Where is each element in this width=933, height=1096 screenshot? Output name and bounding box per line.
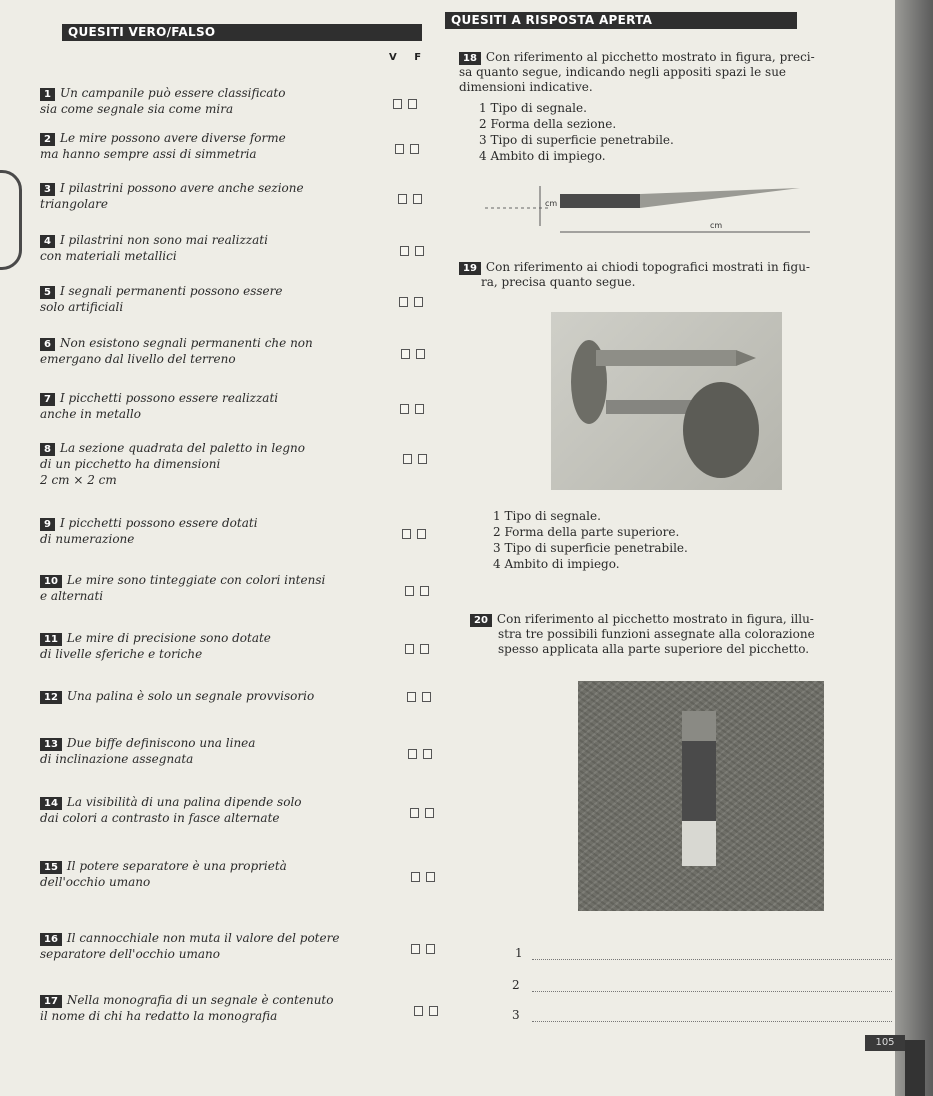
question-number: 1 <box>40 88 55 101</box>
binder-ring <box>0 170 22 270</box>
true-checkbox[interactable] <box>405 586 414 596</box>
binder-rod <box>905 1040 925 1096</box>
q19-item-1: 1 Tipo di segnale. <box>493 509 601 523</box>
tf-question-15 <box>40 858 360 890</box>
tf-question-7-line-2: anche in metallo <box>40 407 141 421</box>
tf-question-8-line-2: di un picchetto ha dimensioni <box>40 457 221 471</box>
tf-question-9-line-1 <box>40 515 360 531</box>
vf-column-labels: V F <box>389 52 422 63</box>
tf-question-4-line-2: con materiali metallici <box>40 249 177 263</box>
tf-question-5 <box>40 283 360 315</box>
unit-label-2: cm <box>710 221 723 230</box>
tf-question-13 <box>40 735 360 767</box>
question-number: 16 <box>40 933 62 946</box>
tf-question-11-line-1 <box>40 630 360 646</box>
tf-answer-boxes-2 <box>395 144 419 154</box>
question-19 <box>459 260 899 290</box>
q18-item-4: 4 Ambito di impiego. <box>479 149 606 163</box>
tf-question-17-line-2: il nome di chi ha redatto la monografia <box>40 1009 278 1023</box>
tf-question-8-line-1 <box>40 440 360 456</box>
question-20-line-1: Con riferimento al picchetto mostrato in figura, illu- <box>496 612 814 626</box>
tf-question-2-line-2: ma hanno sempre assi di simmetria <box>40 147 257 161</box>
question-number: 10 <box>40 575 62 588</box>
true-checkbox[interactable] <box>399 297 408 307</box>
stake-white-base <box>682 821 716 866</box>
tf-answer-boxes-5 <box>399 297 423 307</box>
true-checkbox[interactable] <box>400 404 409 414</box>
tf-question-8-line-3: 2 cm × 2 cm <box>40 473 117 487</box>
tf-question-15-line-1 <box>40 858 360 874</box>
tf-answer-boxes-16 <box>411 944 435 954</box>
question-number: 15 <box>40 861 62 874</box>
tf-question-11-line-2: di livelle sferiche e toriche <box>40 647 203 661</box>
unit-label-1: cm <box>545 199 558 208</box>
header-true-false: QUESITI VERO/FALSO <box>62 24 422 41</box>
answer-line-1[interactable] <box>532 958 892 960</box>
question-text: La visibilità di una palina dipende solo <box>66 795 302 809</box>
question-text: Due biffe definiscono una linea <box>66 736 256 750</box>
tf-question-1-line-1 <box>40 85 360 101</box>
question-number: 20 <box>470 614 492 627</box>
question-19-line-2: ra, precisa quanto segue. <box>481 275 636 289</box>
answer-number-1: 1 <box>515 946 523 960</box>
stake-dark-section <box>560 194 640 208</box>
tf-answer-boxes-7 <box>400 404 424 414</box>
question-number: 18 <box>459 52 481 65</box>
tf-answer-boxes-11 <box>405 644 429 654</box>
page-edge-shadow <box>895 0 933 1096</box>
nail-head-2 <box>683 382 759 478</box>
false-checkbox[interactable] <box>410 144 419 154</box>
false-checkbox[interactable] <box>415 404 424 414</box>
question-18-line-1: Con riferimento al picchetto mostrato in figura, preci- <box>485 50 815 64</box>
true-checkbox[interactable] <box>393 99 402 109</box>
nail-tip-1 <box>736 350 756 366</box>
tf-question-14-line-2: dai colori a contrasto in fasce alternate <box>40 811 280 825</box>
question-text: Le mire di precisione sono dotate <box>66 631 271 645</box>
question-20-line-3: spesso applicata alla parte superiore del picchetto. <box>498 642 810 656</box>
answer-number-3: 3 <box>512 1008 520 1022</box>
question-text: Nella monografia di un segnale è contenuto <box>66 993 334 1007</box>
tf-question-8 <box>40 440 360 488</box>
tf-question-6-line-2: emergano dal livello del terreno <box>40 352 236 366</box>
nail-shaft-1 <box>596 350 736 366</box>
tf-answer-boxes-10 <box>405 586 429 596</box>
false-checkbox[interactable] <box>416 349 425 359</box>
question-text: I pilastrini possono avere anche sezione <box>59 181 304 195</box>
question-number: 3 <box>40 183 55 196</box>
tf-question-12 <box>40 688 360 704</box>
tf-question-15-line-2: dell'occhio umano <box>40 875 151 889</box>
question-text: Il potere separatore è una proprietà <box>66 859 287 873</box>
true-checkbox[interactable] <box>400 246 409 256</box>
q18-item-3: 3 Tipo di superficie penetrabile. <box>479 133 674 147</box>
false-checkbox[interactable] <box>423 749 432 759</box>
stake-tip <box>640 188 800 208</box>
false-checkbox[interactable] <box>426 944 435 954</box>
true-checkbox[interactable] <box>395 144 404 154</box>
question-18-line-3: dimensioni indicative. <box>459 80 593 94</box>
question-18-line-2: sa quanto segue, indicando negli appositi spazi le sue <box>459 65 787 79</box>
question-number: 12 <box>40 691 62 704</box>
q19-item-4: 4 Ambito di impiego. <box>493 557 620 571</box>
tf-question-2-line-1 <box>40 130 360 146</box>
question-text: La sezione quadrata del paletto in legno <box>59 441 305 455</box>
tf-question-5-line-1 <box>40 283 360 299</box>
tf-answer-boxes-4 <box>400 246 424 256</box>
question-text: I segnali permanenti possono essere <box>59 284 283 298</box>
q19-item-3: 3 Tipo di superficie penetrabile. <box>493 541 688 555</box>
true-checkbox[interactable] <box>408 749 417 759</box>
false-checkbox[interactable] <box>425 808 434 818</box>
true-checkbox[interactable] <box>403 454 412 464</box>
false-checkbox[interactable] <box>420 644 429 654</box>
stake-top-band <box>682 711 716 741</box>
question-number: 6 <box>40 338 55 351</box>
q18-item-2: 2 Forma della sezione. <box>479 117 617 131</box>
tf-answer-boxes-14 <box>410 808 434 818</box>
question-text: Le mire sono tinteggiate con colori intensi <box>66 573 326 587</box>
question-18-items <box>479 100 674 164</box>
tf-answer-boxes-17 <box>414 1006 438 1016</box>
tf-question-5-line-2: solo artificiali <box>40 300 124 314</box>
true-checkbox[interactable] <box>410 808 419 818</box>
nails-photo <box>551 312 782 490</box>
true-checkbox[interactable] <box>411 872 420 882</box>
tf-question-3-line-1 <box>40 180 360 196</box>
tf-question-14 <box>40 794 360 826</box>
question-number: 7 <box>40 393 55 406</box>
tf-answer-boxes-6 <box>401 349 425 359</box>
tf-question-17-line-1 <box>40 992 360 1008</box>
tf-question-10 <box>40 572 360 604</box>
tf-question-9-line-2: di numerazione <box>40 532 135 546</box>
question-text: I pilastrini non sono mai realizzati <box>59 233 268 247</box>
tf-question-10-line-2: e alternati <box>40 589 104 603</box>
question-18 <box>459 50 899 95</box>
true-checkbox[interactable] <box>402 529 411 539</box>
question-20-line-2: stra tre possibili funzioni assegnate alla colorazione <box>498 627 815 641</box>
tf-question-7 <box>40 390 360 422</box>
tf-answer-boxes-12 <box>407 692 431 702</box>
true-checkbox[interactable] <box>414 1006 423 1016</box>
question-number: 5 <box>40 286 55 299</box>
page-number-tab: 105 <box>865 1035 905 1051</box>
question-text: Non esistono segnali permanenti che non <box>59 336 313 350</box>
tf-question-4-line-1 <box>40 232 360 248</box>
tf-question-10-line-1 <box>40 572 360 588</box>
true-checkbox[interactable] <box>401 349 410 359</box>
tf-question-16-line-1 <box>40 930 360 946</box>
false-checkbox[interactable] <box>415 246 424 256</box>
tf-question-3-line-2: triangolare <box>40 197 109 211</box>
true-checkbox[interactable] <box>411 944 420 954</box>
answer-number-2: 2 <box>512 978 520 992</box>
tf-question-4 <box>40 232 360 264</box>
question-text: Un campanile può essere classificato <box>59 86 286 100</box>
false-checkbox[interactable] <box>417 529 426 539</box>
tf-question-16-line-2: separatore dell'occhio umano <box>40 947 220 961</box>
stake-diagram <box>480 178 820 238</box>
question-text: Le mire possono avere diverse forme <box>59 131 286 145</box>
tf-answer-boxes-1 <box>393 99 417 109</box>
true-checkbox[interactable] <box>405 644 414 654</box>
question-number: 14 <box>40 797 62 810</box>
question-20 <box>470 612 900 657</box>
header-open-questions: QUESITI A RISPOSTA APERTA <box>445 12 797 29</box>
question-number: 13 <box>40 738 62 751</box>
tf-answer-boxes-3 <box>398 194 422 204</box>
tf-question-2 <box>40 130 360 162</box>
tf-question-7-line-1 <box>40 390 360 406</box>
tf-question-9 <box>40 515 360 547</box>
answer-line-2[interactable] <box>532 990 892 992</box>
question-number: 19 <box>459 262 481 275</box>
tf-question-6-line-1 <box>40 335 360 351</box>
tf-answer-boxes-8 <box>403 454 427 464</box>
stake-dark-band <box>682 741 716 821</box>
question-number: 17 <box>40 995 62 1008</box>
question-text: Il cannocchiale non muta il valore del potere <box>66 931 340 945</box>
tf-question-3 <box>40 180 360 212</box>
question-19-items <box>493 508 688 572</box>
tf-question-12-line-1 <box>40 688 360 704</box>
tf-question-1-line-2: sia come segnale sia come mira <box>40 102 234 116</box>
true-checkbox[interactable] <box>407 692 416 702</box>
question-19-line-1: Con riferimento ai chiodi topografici mostrati in figu- <box>485 260 810 274</box>
question-text: I picchetti possono essere realizzati <box>59 391 279 405</box>
tf-answer-boxes-9 <box>402 529 426 539</box>
false-checkbox[interactable] <box>408 99 417 109</box>
tf-question-6 <box>40 335 360 367</box>
q18-item-1: 1 Tipo di segnale. <box>479 101 587 115</box>
question-number: 2 <box>40 133 55 146</box>
question-number: 8 <box>40 443 55 456</box>
tf-question-11 <box>40 630 360 662</box>
tf-question-13-line-1 <box>40 735 360 751</box>
false-checkbox[interactable] <box>429 1006 438 1016</box>
tf-question-17 <box>40 992 360 1024</box>
false-checkbox[interactable] <box>426 872 435 882</box>
nails-illustration <box>551 312 782 490</box>
answer-line-3[interactable] <box>532 1020 892 1022</box>
q19-item-2: 2 Forma della parte superiore. <box>493 525 680 539</box>
tf-question-14-line-1 <box>40 794 360 810</box>
question-text: Una palina è solo un segnale provvisorio <box>66 689 315 703</box>
false-checkbox[interactable] <box>420 586 429 596</box>
question-number: 9 <box>40 518 55 531</box>
false-checkbox[interactable] <box>422 692 431 702</box>
tf-answer-boxes-15 <box>411 872 435 882</box>
false-checkbox[interactable] <box>413 194 422 204</box>
stake-in-grass-photo <box>578 681 824 911</box>
true-checkbox[interactable] <box>398 194 407 204</box>
question-number: 4 <box>40 235 55 248</box>
question-number: 11 <box>40 633 62 646</box>
false-checkbox[interactable] <box>418 454 427 464</box>
false-checkbox[interactable] <box>414 297 423 307</box>
tf-question-1 <box>40 85 360 117</box>
tf-question-13-line-2: di inclinazione assegnata <box>40 752 194 766</box>
question-text: I picchetti possono essere dotati <box>59 516 258 530</box>
tf-question-16 <box>40 930 360 962</box>
tf-answer-boxes-13 <box>408 749 432 759</box>
